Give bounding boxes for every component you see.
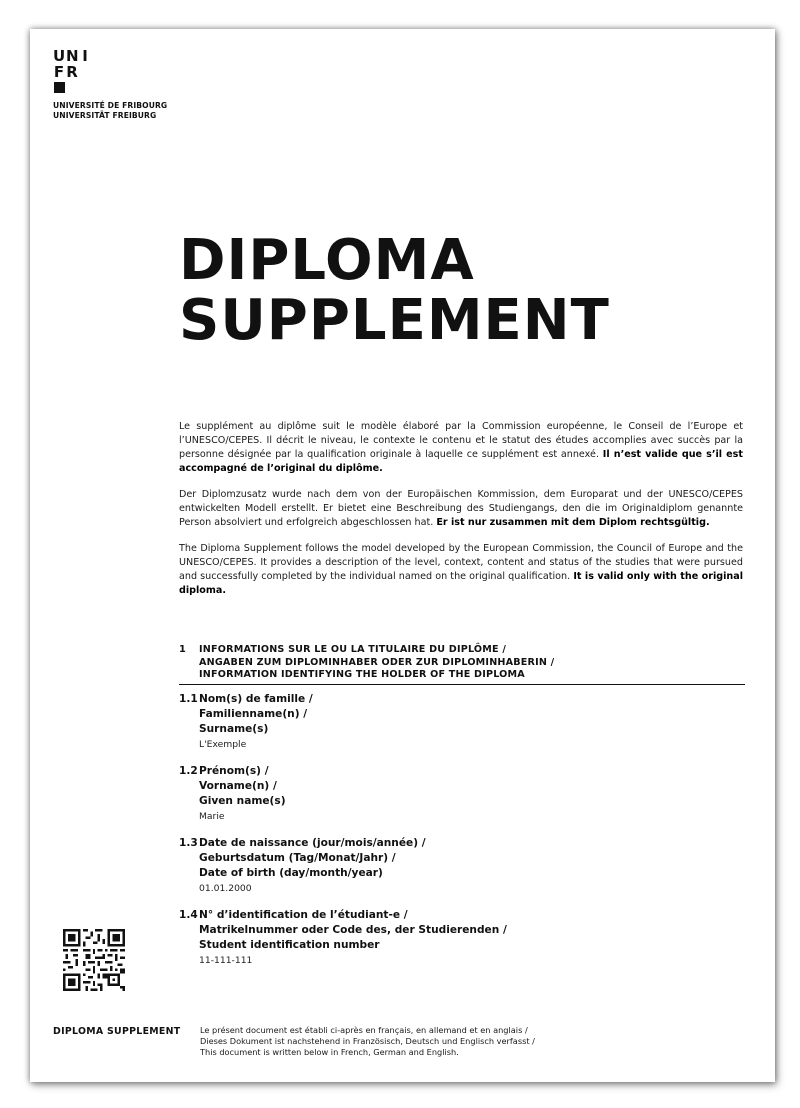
logo-letter: I	[82, 47, 88, 65]
section-header	[179, 644, 745, 685]
footer-language-note	[200, 1025, 535, 1058]
logo-letter: R	[66, 63, 78, 81]
logo-square-icon	[54, 82, 65, 93]
university-name-fr: UNIVERSITÉ DE FRIBOURG	[53, 101, 168, 110]
section-holder-information	[179, 644, 745, 968]
section-title-fr: INFORMATIONS SUR LE OU LA TITULAIRE DU DIPLÔME /	[199, 644, 507, 655]
field-surname	[179, 692, 745, 752]
logo-letter: N	[66, 47, 79, 65]
title-line-2: SUPPLEMENT	[179, 288, 610, 353]
field-label-en: Surname(s)	[199, 722, 269, 735]
intro-paragraph-en	[179, 542, 743, 598]
intro-text	[179, 420, 743, 610]
field-label-fr: Prénom(s) /	[199, 764, 269, 777]
footer-document-label: DIPLOMA SUPPLEMENT	[53, 1026, 181, 1037]
field-label-fr: Date de naissance (jour/mois/année) /	[199, 836, 426, 849]
field-label-en: Given name(s)	[199, 794, 286, 807]
logo-mark	[53, 48, 167, 96]
intro-paragraph-de	[179, 488, 743, 530]
field-label-de: Vorname(n) /	[199, 779, 277, 792]
field-value: L'Exemple	[199, 738, 247, 750]
field-value: 01.01.2000	[199, 882, 252, 894]
intro-paragraph-fr	[179, 420, 743, 476]
qr-code-icon	[63, 929, 125, 991]
field-label-fr: Nom(s) de famille /	[199, 692, 313, 705]
field-number: 1.1	[179, 692, 198, 705]
footer-line-en: This document is written below in French, German and English.	[200, 1047, 459, 1057]
footer-line-fr: Le présent document est établi ci-après en français, en allemand et en anglais /	[200, 1025, 528, 1035]
university-name-de: UNIVERSITÄT FREIBURG	[53, 111, 157, 120]
intro-en-text: The Diploma Supplement follows the model developed by the European Commission, the Council of Europe and the UNESCO/CEPES. It provides a description of the level, context, content and status of the studies that were pursued and successfully completed by the individual named on the original qualification.	[179, 543, 743, 582]
field-label-en: Student identification number	[199, 938, 380, 951]
document-page	[30, 29, 775, 1082]
field-label-fr: N° d’identification de l’étudiant-e /	[199, 908, 408, 921]
title-line-1: DIPLOMA	[179, 228, 475, 293]
field-given-name	[179, 764, 745, 824]
field-number: 1.2	[179, 764, 198, 777]
field-label-de: Geburtsdatum (Tag/Monat/Jahr) /	[199, 851, 396, 864]
field-label-de: Familienname(n) /	[199, 707, 308, 720]
intro-de-bold: Er ist nur zusammen mit dem Diplom rechtsgültig.	[436, 517, 710, 528]
logo-letter: U	[53, 47, 66, 65]
intro-fr-text: Le supplément au diplôme suit le modèle élaboré par la Commission européenne, le Conseil de l’Europe et l’UNESCO/CEPES. Il décrit le niveau, le contexte le contenu et le statut des études accomplies avec succès par la personne désignée par la qualification originale à laquelle ce supplément est annexé.	[179, 421, 743, 460]
page-title	[179, 228, 610, 353]
intro-fr-bold: Il n’est valide que s’il est accompagné de l’original du diplôme.	[179, 449, 743, 474]
field-number: 1.3	[179, 836, 198, 849]
section-number: 1	[179, 644, 186, 655]
intro-en-bold: It is valid only with the original diploma.	[179, 571, 743, 596]
field-value: Marie	[199, 810, 225, 822]
field-label-en: Date of birth (day/month/year)	[199, 866, 383, 879]
field-student-id	[179, 908, 745, 968]
field-value: 11-111-111	[199, 954, 253, 966]
field-number: 1.4	[179, 908, 198, 921]
field-label-de: Matrikelnummer oder Code des, der Studierenden /	[199, 923, 507, 936]
field-date-of-birth	[179, 836, 745, 896]
footer-line-de: Dieses Dokument ist nachstehend in Französisch, Deutsch und Englisch verfasst /	[200, 1036, 535, 1046]
section-title-en: INFORMATION IDENTIFYING THE HOLDER OF THE DIPLOMA	[199, 669, 525, 680]
intro-de-text: Der Diplomzusatz wurde nach dem von der Europäischen Kommission, dem Europarat und der UNESCO/CEPES entwickelten Modell erstellt. Er bietet eine Beschreibung des Studiengangs, den die im Originaldiplom genannte Person absolviert und erfolgreich abgeschlossen hat.	[179, 489, 743, 528]
section-title-de: ANGABEN ZUM DIPLOMINHABER ODER ZUR DIPLOMINHABERIN /	[199, 656, 555, 668]
university-logo	[53, 48, 167, 121]
logo-letter: F	[53, 63, 65, 81]
